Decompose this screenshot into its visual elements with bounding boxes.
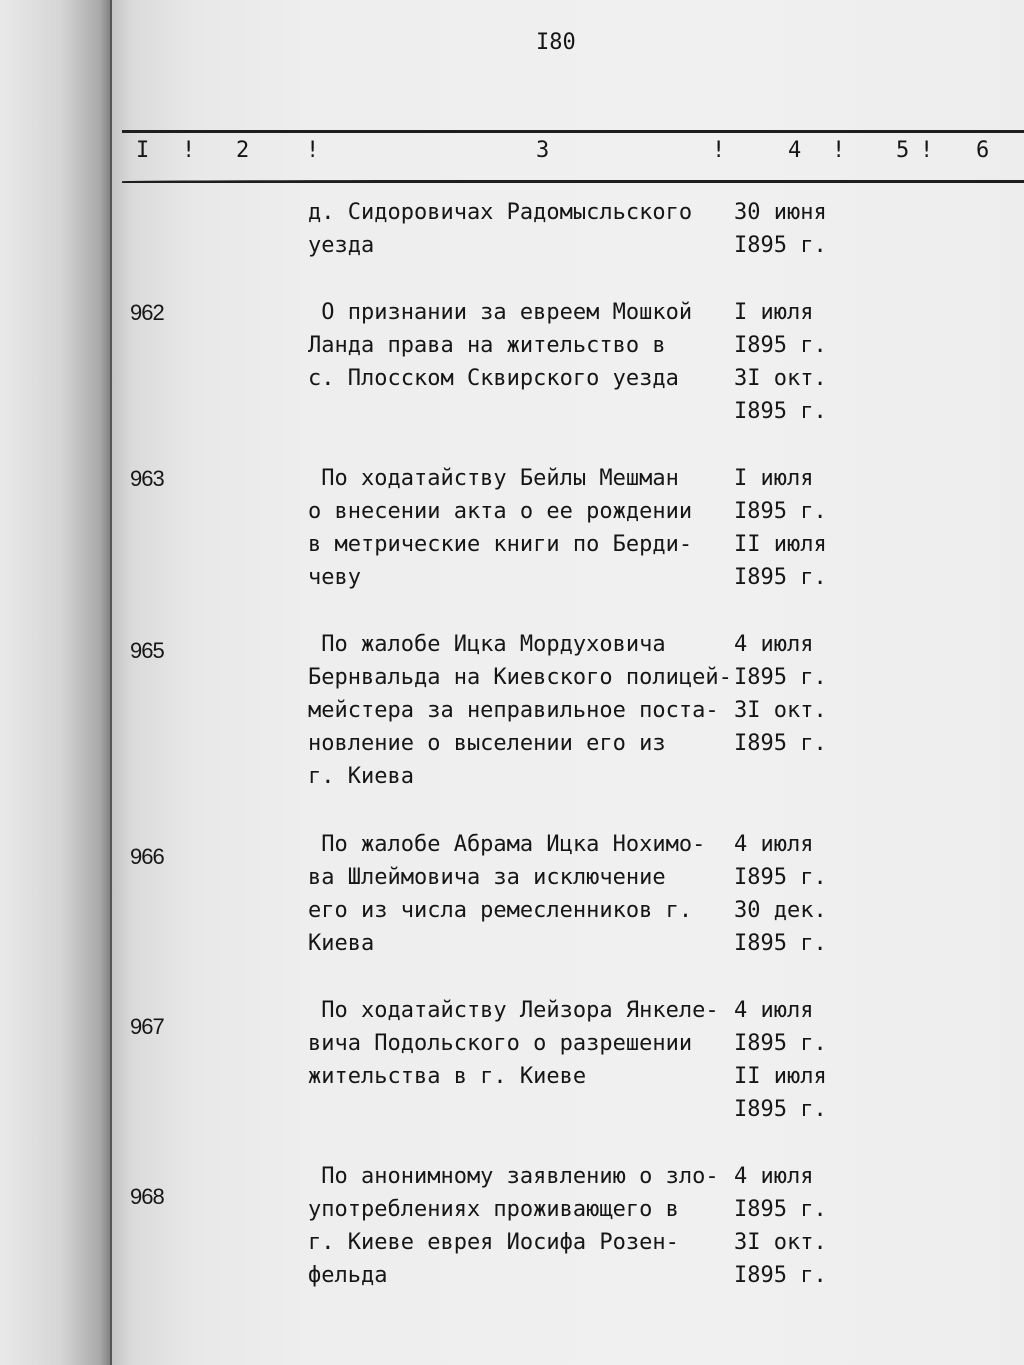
entry-title: По жалобе Абрама Ицка Нохимо- ва Шлеймовича за исключение его из числа ремесленников г. Киева <box>308 832 706 956</box>
header-col-1: I <box>136 138 150 163</box>
header-bottom-rule <box>122 180 1024 183</box>
entry-dates: 4 июля I895 г. 3I окт. I895 г. <box>734 632 827 756</box>
header-col-6: 6 <box>976 138 990 163</box>
header-separator: ! <box>306 138 320 163</box>
entry-number: 966 <box>130 844 164 869</box>
header-col-3: 3 <box>536 138 550 163</box>
entry-number: 963 <box>130 466 164 491</box>
header-separator: ! <box>712 138 726 163</box>
entry-title: По ходатайству Бейлы Мешман о внесении акта о ее рождении в метрические книги по Берди- чеву <box>308 466 693 590</box>
header-top-rule <box>122 130 1024 133</box>
header-col-5: 5 <box>896 138 910 163</box>
entry-title: По анонимному заявлению о зло- употреблениях проживающего в г. Киеве еврея Иосифа Розен- фельда <box>308 1164 719 1288</box>
page-number: I80 <box>536 30 576 55</box>
header-separator: ! <box>182 138 196 163</box>
document-page <box>110 0 1024 1365</box>
entry-dates: 4 июля I895 г. 30 дек. I895 г. <box>734 832 827 956</box>
entry-title: По ходатайству Лейзора Янкеле- вича Подольского о разрешении жительства в г. Киеве <box>308 998 719 1089</box>
header-col-2: 2 <box>236 138 250 163</box>
entry-title: По жалобе Ицка Мордуховича Бернвальда на Киевского полицей- мейстера за неправильное поста- новление о выселении его из г. Киева <box>308 632 732 789</box>
entry-number: 962 <box>130 300 164 325</box>
entry-number: 965 <box>130 638 164 663</box>
entry-number: 967 <box>130 1014 164 1039</box>
entry-dates: I июля I895 г. 3I окт. I895 г. <box>734 300 827 424</box>
entry-dates: 4 июля I895 г. II июля I895 г. <box>734 998 827 1122</box>
entry-dates: 4 июля I895 г. 3I окт. I895 г. <box>734 1164 827 1288</box>
header-separator: ! <box>832 138 846 163</box>
entry-dates: 30 июня I895 г. <box>734 200 827 258</box>
header-separator: ! <box>920 138 934 163</box>
entry-title: О признании за евреем Мошкой Ланда права на жительство в с. Плосском Сквирского уезда <box>308 300 693 391</box>
entry-number: 968 <box>130 1184 164 1209</box>
entry-title: д. Сидоровичах Радомысльского уезда <box>308 200 693 258</box>
entry-dates: I июля I895 г. II июля I895 г. <box>734 466 827 590</box>
header-col-4: 4 <box>788 138 802 163</box>
